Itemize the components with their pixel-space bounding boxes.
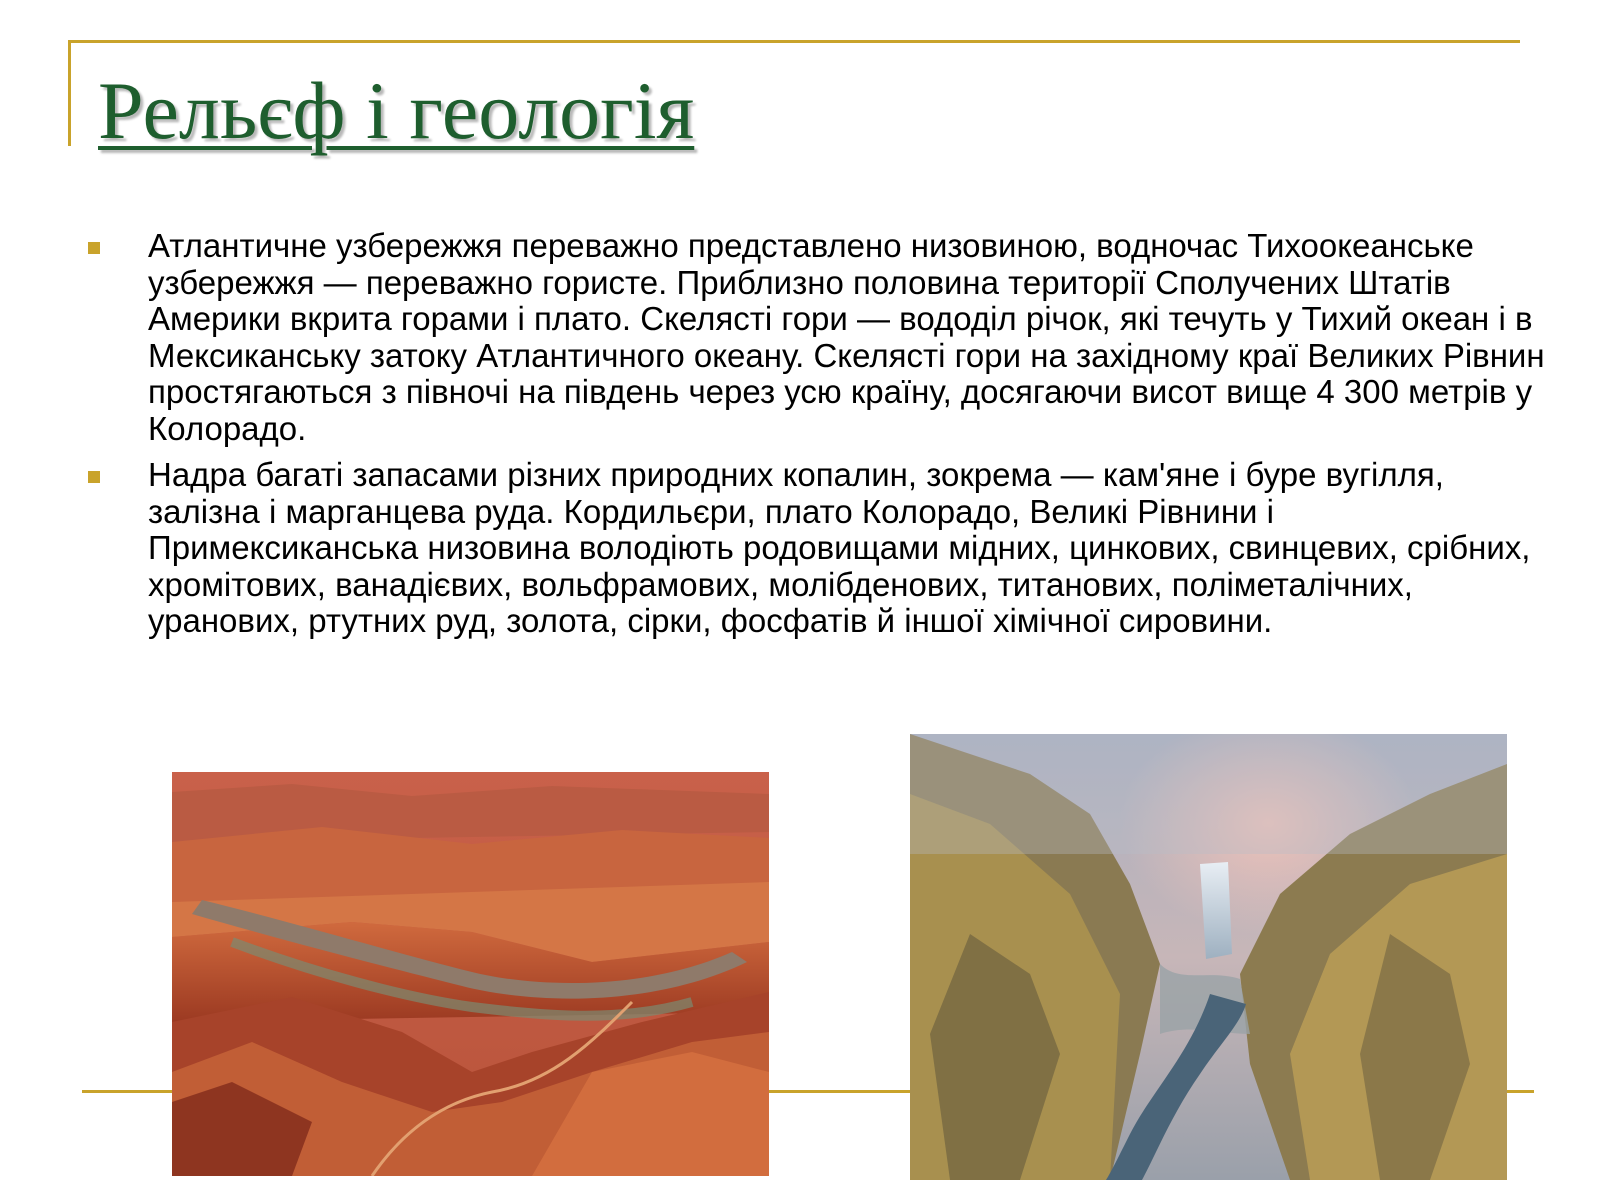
square-bullet-icon — [88, 242, 100, 254]
bullet-list — [86, 228, 1548, 650]
canyon-waterfall-photo — [910, 734, 1507, 1180]
square-bullet-icon — [88, 471, 100, 483]
bullet-text-minerals: Надра багаті запасами різних природних копалин, зокрема — кам'яне і буре вугілля, залізна і марганцева руда. Кордильєри, плато Колорадо, Великі Рівнини і Примексиканська низовина володіють родовищами мідних, цинкових, свинцевих, срібних, хромітових, ванадієвих, вольфрамових, молібденових, титанових, поліметалічних, уранових, ртутних руд, золота, сірки, фосфатів й іншої хімічної сировини. — [148, 456, 1531, 639]
bullet-item-minerals — [86, 457, 1548, 640]
red-rock-canyon-photo — [172, 772, 769, 1176]
frame-left-rule — [68, 40, 71, 146]
slide-title: Рельєф і геологія — [98, 65, 695, 156]
bullet-item-relief — [86, 228, 1548, 447]
waterfall-photo — [910, 734, 1507, 1180]
canyon-photo — [172, 772, 769, 1176]
frame-top-rule — [68, 40, 1520, 43]
bullet-text-relief: Атлантичне узбережжя переважно представлено низовиною, водночас Тихоокеанське узбережжя — переважно гористе. Приблизно половина території Сполучених Штатів Америки вкрита горами і плато. Скелясті гори — вододіл річок, які течуть у Тихий океан і в Мексиканську затоку Атлантичного океану. Скелясті гори на західному краї Великих Рівнин простягаються з півночі на південь через усю країну, досягаючи висот вище 4 300 метрів у Колорадо. — [148, 227, 1545, 447]
